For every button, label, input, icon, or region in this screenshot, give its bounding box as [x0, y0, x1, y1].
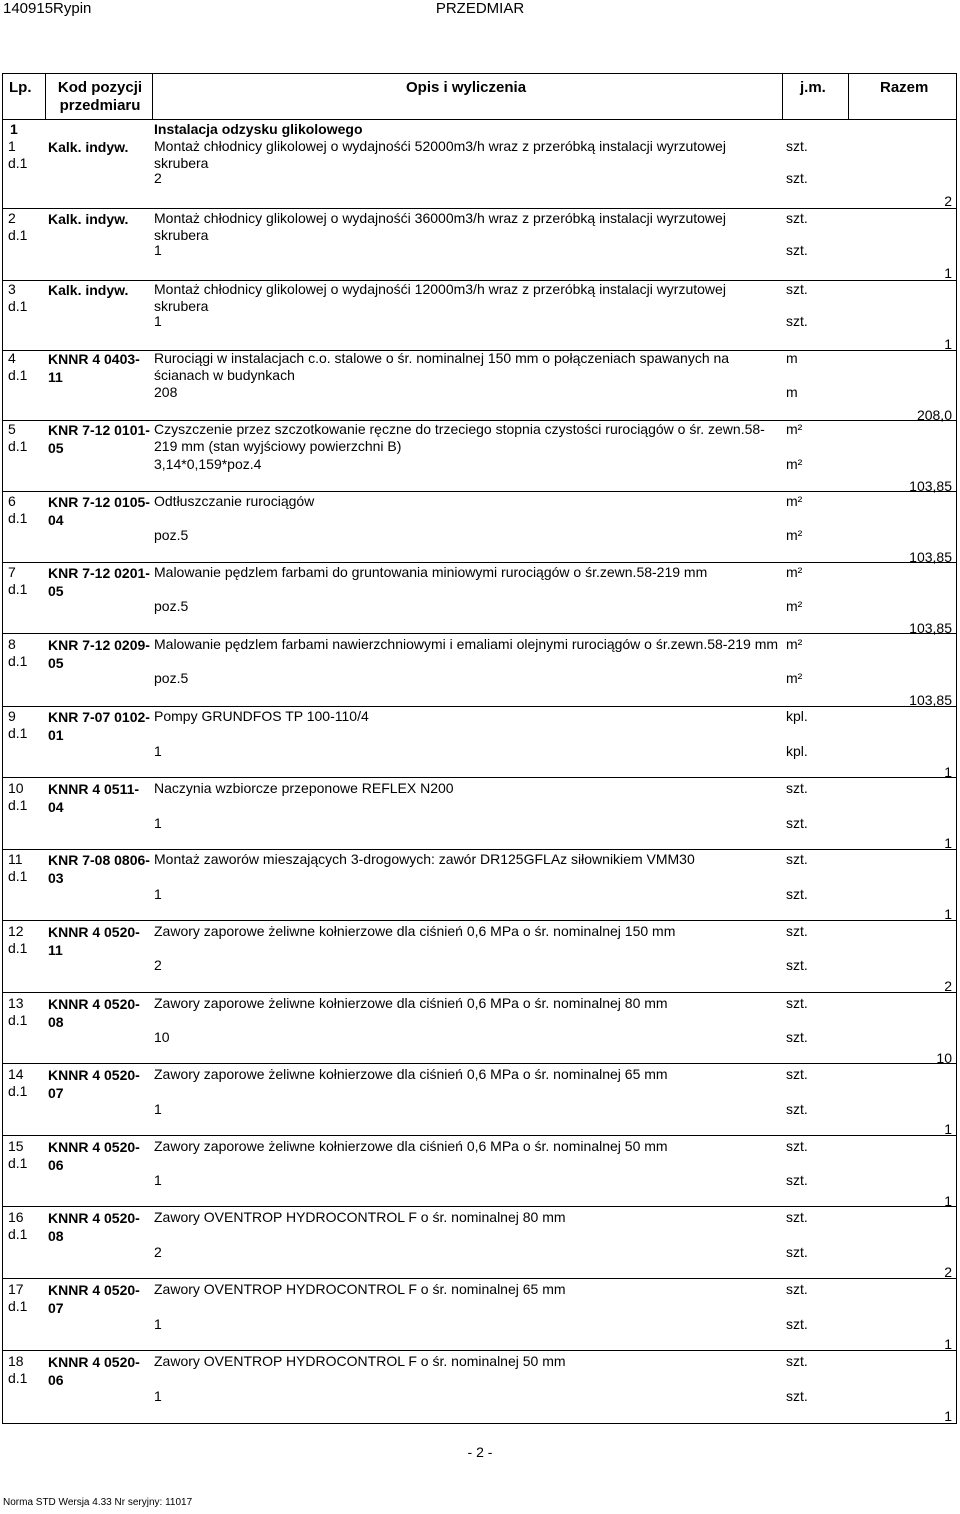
- row-kod: Kalk. indyw.: [48, 211, 129, 227]
- row-separator: [2, 633, 957, 634]
- header-divider: [45, 73, 46, 119]
- row-lp: 15: [8, 1138, 24, 1154]
- page-header-left: 140915Rypin: [3, 0, 92, 17]
- row-calc-jm: szt.: [786, 1029, 808, 1045]
- row-jm: m²: [786, 564, 803, 580]
- row-jm: szt.: [786, 780, 808, 796]
- row-separator: [2, 920, 957, 921]
- row-lp: 14: [8, 1066, 24, 1082]
- row-d: d.1: [8, 1226, 28, 1242]
- row-razem: 1: [944, 906, 952, 922]
- col-kod-line2: przedmiaru: [59, 97, 141, 114]
- row-opis: Malowanie pędzlem farbami nawierzchniowymi i emaliami olejnymi rurociągów o śr.zewn.58-219 mm: [154, 636, 779, 652]
- row-jm: szt.: [786, 138, 808, 154]
- row-calc: 1: [154, 1101, 162, 1117]
- row-opis: Malowanie pędzlem farbami do gruntowania miniowymi rurociągów o śr.zewn.58-219 mm: [154, 564, 708, 580]
- row-separator: [2, 1135, 957, 1136]
- row-calc-jm: szt.: [786, 170, 808, 186]
- row-calc: 1: [154, 1316, 162, 1332]
- row-jm: szt.: [786, 923, 808, 939]
- row-calc-jm: szt.: [786, 313, 808, 329]
- row-jm: szt.: [786, 1138, 808, 1154]
- row-calc: 1: [154, 313, 162, 329]
- row-kod: Kalk. indyw.: [48, 282, 129, 298]
- page-header-title: PRZEDMIAR: [435, 0, 525, 17]
- row-calc: 2: [154, 170, 162, 186]
- row-separator: [2, 849, 957, 850]
- row-lp: 6: [8, 493, 16, 509]
- row-kod: KNNR 4 0511-04: [48, 781, 140, 815]
- row-razem: 103,85: [909, 692, 952, 708]
- row-d: d.1: [8, 1155, 28, 1171]
- row-razem: 2: [944, 193, 952, 209]
- row-opis: Pompy GRUNDFOS TP 100-110/4: [154, 708, 369, 724]
- row-razem: 208,0: [916, 407, 952, 423]
- row-opis: Rurociągi w instalacjach c.o. stalowe o śr. nominalnej 150 mm o połączeniach spawanych na ścianach w budynkach: [154, 350, 730, 383]
- row-razem: 103,85: [909, 549, 952, 565]
- row-kod: KNR 7-12 0201-05: [48, 565, 150, 599]
- row-opis: Montaż chłodnicy glikolowej o wydajnośći 36000m3/h wraz z przeróbką instalacji wyrzutowej skrubera: [154, 210, 726, 243]
- row-d: d.1: [8, 510, 28, 526]
- row-opis: Zawory zaporowe żeliwne kołnierzowe dla ciśnień 0,6 MPa o śr. nominalnej 150 mm: [154, 923, 676, 939]
- row-calc: poz.5: [154, 670, 189, 686]
- row-jm: szt.: [786, 1281, 808, 1297]
- row-opis: Czyszczenie przez szczotkowanie ręczne do trzeciego stopnia czystości rurociągów o śr. zewn.58-219 mm (stan wyjściowy powierzchni B): [154, 421, 765, 454]
- row-separator: [2, 1063, 957, 1064]
- row-calc-jm: szt.: [786, 886, 808, 902]
- row-opis: Montaż zaworów mieszających 3-drogowych: zawór DR125GFLAz siłownikiem VMM30: [154, 851, 695, 867]
- row-kod: KNNR 4 0520-11: [48, 924, 140, 958]
- row-calc: 208: [154, 384, 178, 400]
- row-lp: 8: [8, 636, 16, 652]
- row-separator: [2, 208, 957, 209]
- row-razem: 1: [944, 1336, 952, 1352]
- row-d: d.1: [8, 438, 28, 454]
- row-lp: 9: [8, 708, 16, 724]
- row-jm: szt.: [786, 995, 808, 1011]
- row-calc-jm: m: [786, 384, 798, 400]
- row-calc: poz.5: [154, 598, 189, 614]
- row-separator: [2, 1206, 957, 1207]
- row-separator: [2, 1350, 957, 1351]
- row-razem: 10: [936, 1050, 952, 1066]
- row-calc-jm: m²: [786, 670, 803, 686]
- row-separator: [2, 777, 957, 778]
- row-d: d.1: [8, 725, 28, 741]
- section-title: Instalacja odzysku glikolowego: [154, 121, 363, 137]
- header-divider: [152, 73, 153, 119]
- row-jm: m²: [786, 421, 803, 437]
- row-lp: 1: [8, 138, 16, 154]
- row-kod: KNR 7-08 0806-03: [48, 852, 150, 886]
- row-razem: 1: [944, 1408, 952, 1424]
- row-calc: 2: [154, 1244, 162, 1260]
- row-jm: szt.: [786, 1353, 808, 1369]
- row-separator: [2, 562, 957, 563]
- row-calc: 1: [154, 743, 162, 759]
- row-kod: KNNR 4 0520-07: [48, 1282, 140, 1316]
- col-razem: Razem: [880, 79, 929, 96]
- row-opis: Naczynia wzbiorcze przeponowe REFLEX N200: [154, 780, 454, 796]
- row-d: d.1: [8, 298, 28, 314]
- row-jm: m²: [786, 493, 803, 509]
- row-razem: 103,85: [909, 478, 952, 494]
- row-lp: 5: [8, 421, 16, 437]
- row-opis: Zawory OVENTROP HYDROCONTROL F o śr. nominalnej 65 mm: [154, 1281, 566, 1297]
- row-kod: KNR 7-12 0209-05: [48, 637, 150, 671]
- row-calc-jm: szt.: [786, 242, 808, 258]
- row-calc-jm: szt.: [786, 1388, 808, 1404]
- row-d: d.1: [8, 227, 28, 243]
- row-calc-jm: szt.: [786, 957, 808, 973]
- row-d: d.1: [8, 1083, 28, 1099]
- row-razem: 2: [944, 978, 952, 994]
- row-d: d.1: [8, 653, 28, 669]
- row-d: d.1: [8, 797, 28, 813]
- row-lp: 7: [8, 564, 16, 580]
- footer-text: Norma STD Wersja 4.33 Nr seryjny: 11017: [3, 1497, 193, 1508]
- row-separator: [2, 491, 957, 492]
- row-lp: 10: [8, 780, 24, 796]
- row-kod: KNNR 4 0520-08: [48, 996, 140, 1030]
- row-calc-jm: szt.: [786, 1244, 808, 1260]
- row-calc: 1: [154, 886, 162, 902]
- row-kod: KNNR 4 0520-07: [48, 1067, 140, 1101]
- row-calc: 1: [154, 242, 162, 258]
- row-d: d.1: [8, 581, 28, 597]
- row-kod: KNNR 4 0520-06: [48, 1139, 140, 1173]
- row-calc-jm: m²: [786, 527, 803, 543]
- row-d: d.1: [8, 940, 28, 956]
- row-lp: 2: [8, 210, 16, 226]
- col-kod-line1: Kod pozycji: [57, 79, 143, 96]
- row-jm: szt.: [786, 1066, 808, 1082]
- row-lp: 17: [8, 1281, 24, 1297]
- page-number: - 2 -: [467, 1444, 493, 1460]
- row-kod: KNNR 4 0520-08: [48, 1210, 140, 1244]
- row-calc: 3,14*0,159*poz.4: [154, 456, 262, 472]
- header-bottom-rule: [2, 119, 957, 120]
- row-opis: Odtłuszczanie rurociągów: [154, 493, 315, 509]
- row-calc-jm: kpl.: [786, 743, 808, 759]
- row-d: d.1: [8, 1370, 28, 1386]
- row-opis: Zawory zaporowe żeliwne kołnierzowe dla ciśnień 0,6 MPa o śr. nominalnej 65 mm: [154, 1066, 668, 1082]
- row-jm: m²: [786, 636, 803, 652]
- row-razem: 1: [944, 1193, 952, 1209]
- col-kod: [52, 79, 148, 115]
- row-razem: 1: [944, 764, 952, 780]
- row-kod: KNR 7-12 0101-05: [48, 422, 150, 456]
- row-jm: szt.: [786, 210, 808, 226]
- row-calc: 2: [154, 957, 162, 973]
- row-kod: KNNR 4 0520-06: [48, 1354, 140, 1388]
- row-separator: [2, 706, 957, 707]
- row-separator: [2, 1278, 957, 1279]
- row-lp: 4: [8, 350, 16, 366]
- row-lp: 11: [8, 851, 23, 867]
- row-calc: 1: [154, 1388, 162, 1404]
- col-opis: Opis i wyliczenia: [406, 79, 527, 96]
- row-opis: Zawory zaporowe żeliwne kołnierzowe dla ciśnień 0,6 MPa o śr. nominalnej 50 mm: [154, 1138, 668, 1154]
- row-separator: [2, 992, 957, 993]
- header-divider: [782, 73, 783, 119]
- row-calc-jm: szt.: [786, 815, 808, 831]
- row-d: d.1: [8, 1012, 28, 1028]
- row-d: d.1: [8, 155, 28, 171]
- row-razem: 2: [944, 1264, 952, 1280]
- row-razem: 1: [944, 336, 952, 352]
- row-opis: Zawory zaporowe żeliwne kołnierzowe dla ciśnień 0,6 MPa o śr. nominalnej 80 mm: [154, 995, 668, 1011]
- col-jm: j.m.: [800, 79, 826, 96]
- row-jm: kpl.: [786, 708, 808, 724]
- row-opis: Zawory OVENTROP HYDROCONTROL F o śr. nominalnej 80 mm: [154, 1209, 566, 1225]
- col-lp: Lp.: [9, 79, 32, 96]
- row-kod: KNR 7-12 0105-04: [48, 494, 150, 528]
- row-lp: 16: [8, 1209, 24, 1225]
- row-opis: Montaż chłodnicy glikolowej o wydajnośći 12000m3/h wraz z przeróbką instalacji wyrzutowej skrubera: [154, 281, 726, 314]
- row-calc-jm: m²: [786, 598, 803, 614]
- row-calc-jm: szt.: [786, 1172, 808, 1188]
- row-d: d.1: [8, 367, 28, 383]
- row-calc-jm: szt.: [786, 1316, 808, 1332]
- row-jm: m: [786, 350, 798, 366]
- row-jm: szt.: [786, 851, 808, 867]
- row-lp: 3: [8, 281, 16, 297]
- row-calc-jm: m²: [786, 456, 803, 472]
- section-lp: 1: [10, 121, 18, 137]
- row-calc: 1: [154, 815, 162, 831]
- row-razem: 1: [944, 1121, 952, 1137]
- row-lp: 18: [8, 1353, 24, 1369]
- row-opis: Montaż chłodnicy glikolowej o wydajnośći 52000m3/h wraz z przeróbką instalacji wyrzutowej skrubera: [154, 138, 726, 171]
- row-razem: 103,85: [909, 620, 952, 636]
- row-opis: Zawory OVENTROP HYDROCONTROL F o śr. nominalnej 50 mm: [154, 1353, 566, 1369]
- row-d: d.1: [8, 868, 28, 884]
- row-lp: 12: [8, 923, 24, 939]
- row-jm: szt.: [786, 1209, 808, 1225]
- row-d: d.1: [8, 1298, 28, 1314]
- header-divider: [848, 73, 849, 119]
- row-calc: poz.5: [154, 527, 189, 543]
- row-calc: 1: [154, 1172, 162, 1188]
- row-razem: 1: [944, 835, 952, 851]
- row-kod: Kalk. indyw.: [48, 139, 129, 155]
- row-calc-jm: szt.: [786, 1101, 808, 1117]
- row-lp: 13: [8, 995, 24, 1011]
- row-kod: KNR 7-07 0102-01: [48, 709, 150, 743]
- row-calc: 10: [154, 1029, 170, 1045]
- row-jm: szt.: [786, 281, 808, 297]
- row-razem: 1: [944, 265, 952, 281]
- row-kod: KNNR 4 0403-11: [48, 351, 140, 385]
